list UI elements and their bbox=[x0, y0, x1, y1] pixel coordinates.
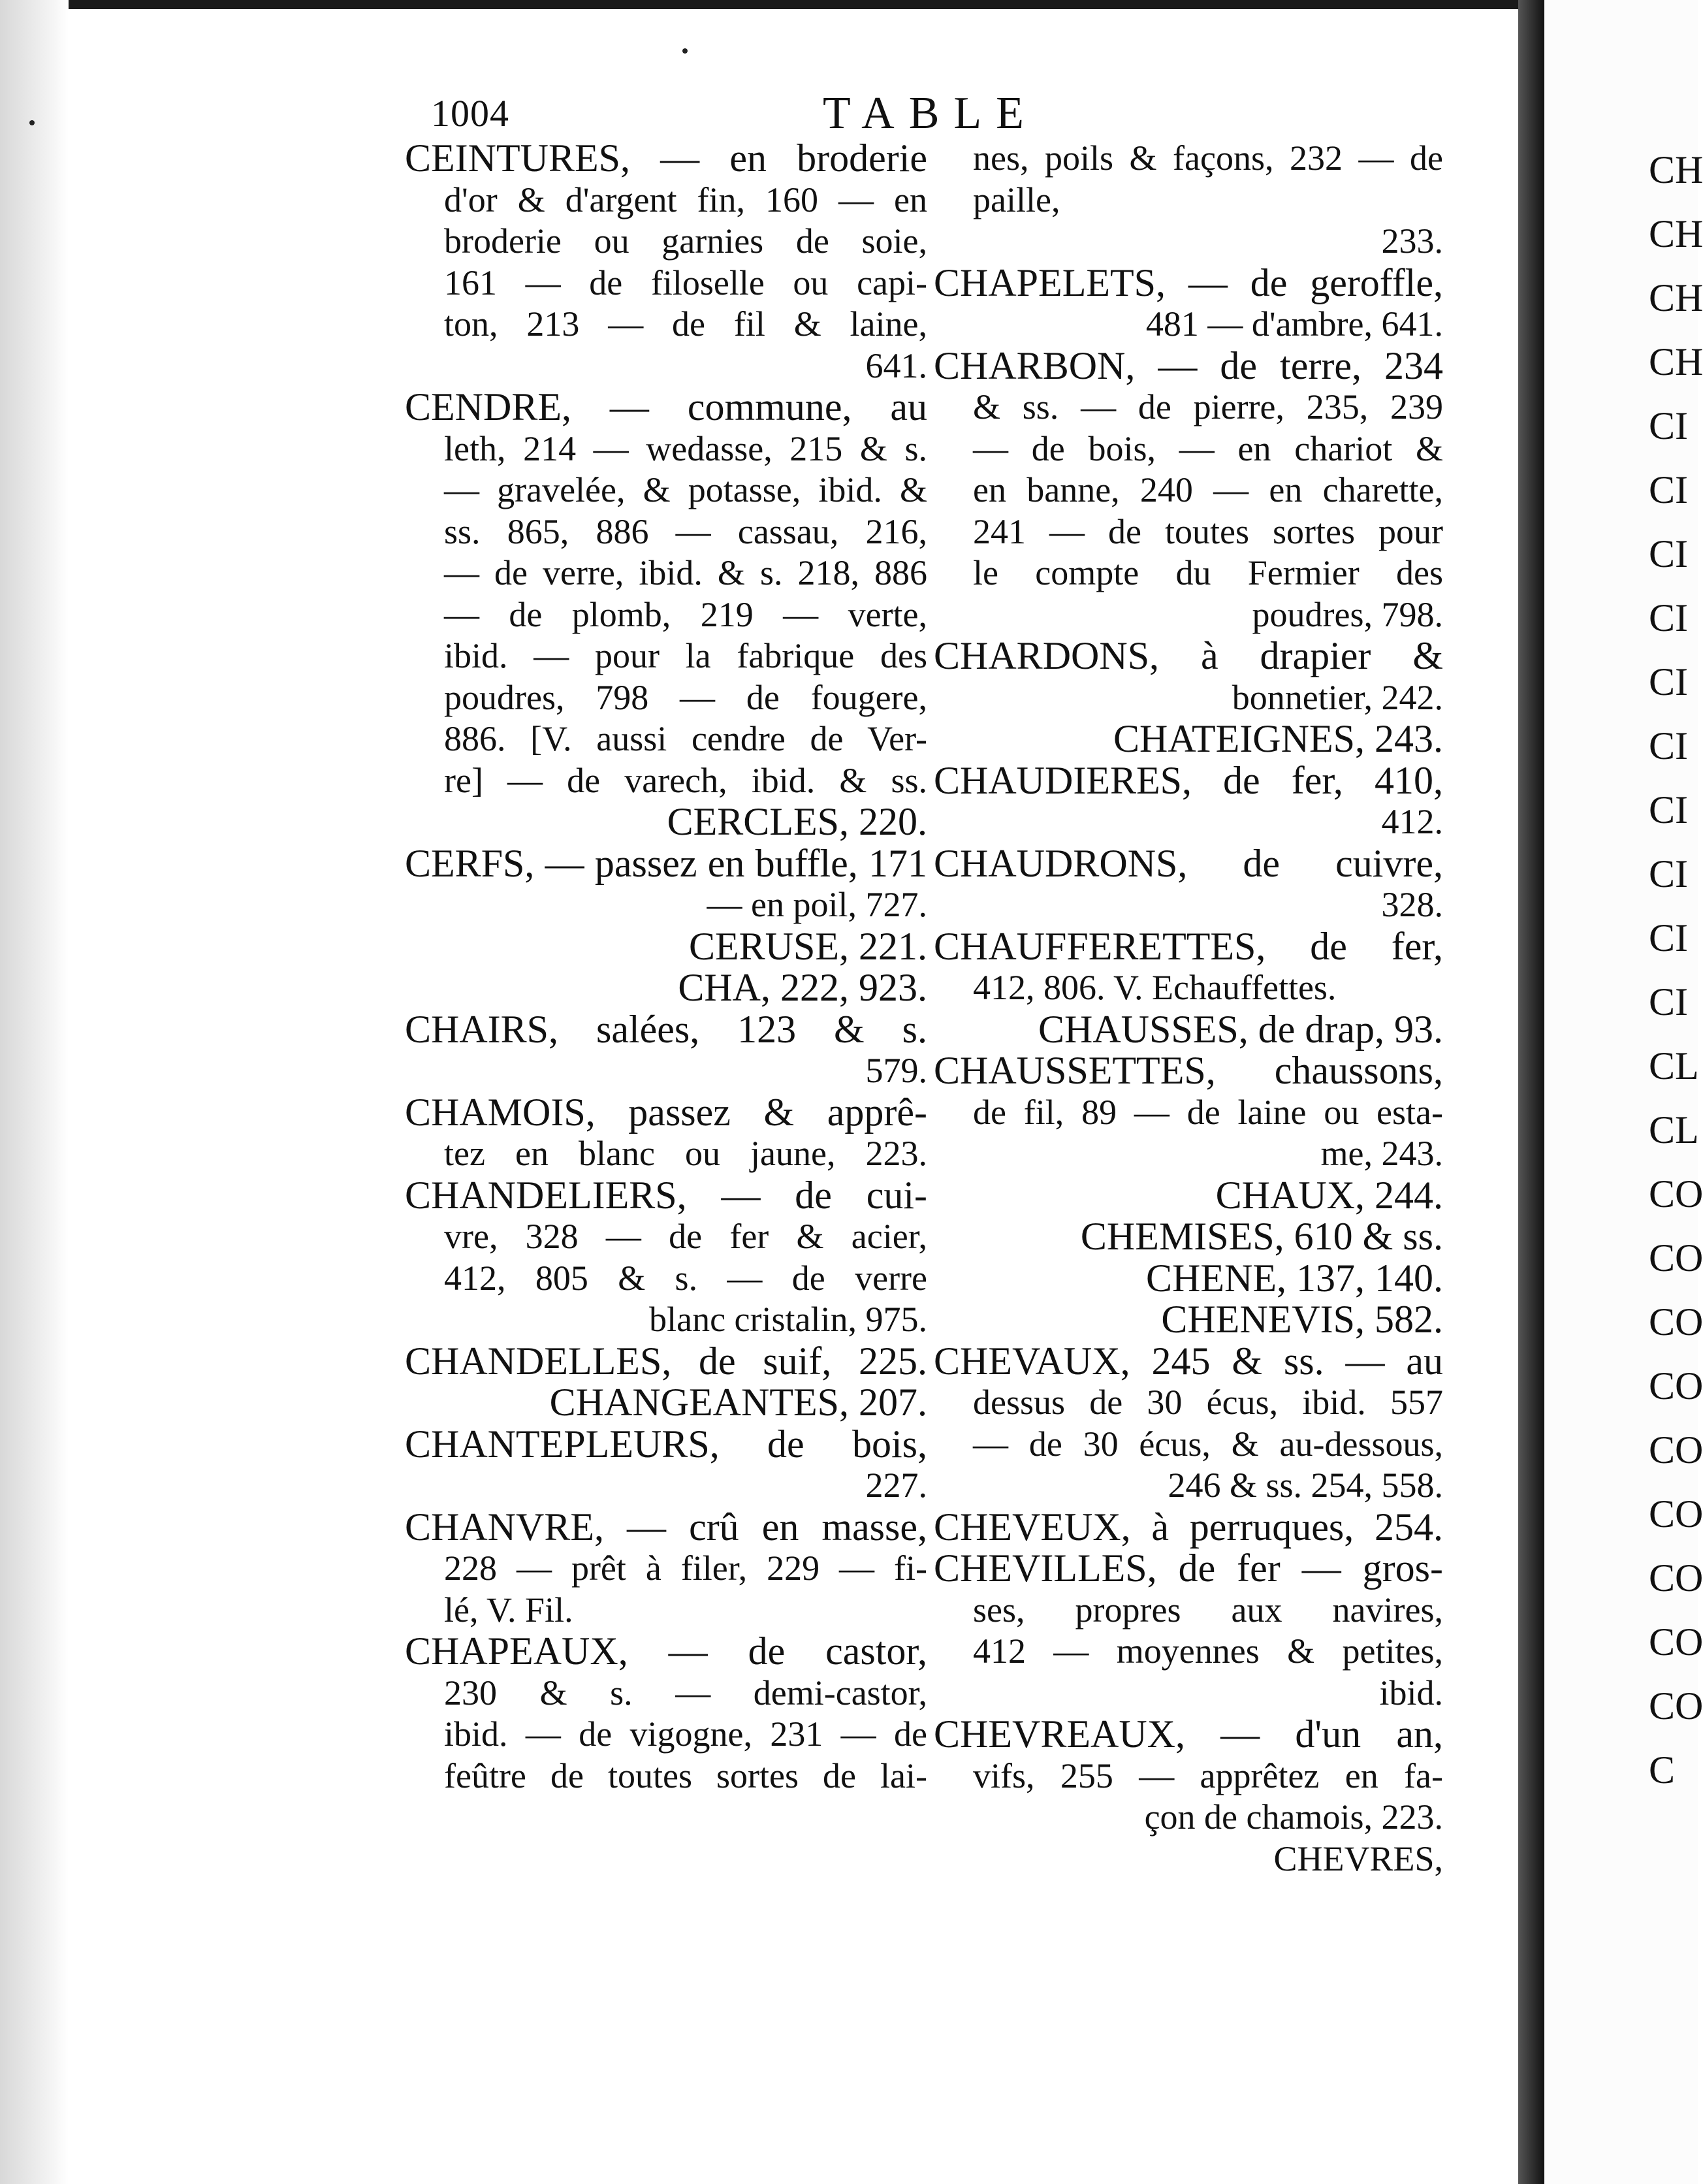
index-entry-line: 412. bbox=[1381, 802, 1443, 841]
index-heading-line: CHEVAUX, 245 & ss. — au bbox=[934, 1339, 1443, 1383]
page-number: 1004 bbox=[431, 92, 509, 135]
index-heading-line: CHAUSSES, de drap, 93. bbox=[1038, 1007, 1443, 1051]
adjacent-page-fragment: CO bbox=[1649, 1556, 1703, 1599]
index-entry-line: & ss. — de pierre, 235, 239 bbox=[973, 387, 1443, 426]
index-heading-line: CHANDELLES, de suif, 225. bbox=[405, 1339, 927, 1383]
adjacent-page-fragment: CI bbox=[1649, 980, 1688, 1023]
adjacent-page-fragment: CI bbox=[1649, 724, 1688, 767]
running-title: TABLE bbox=[823, 88, 1038, 138]
index-entry-line: vifs, 255 — apprêtez en fa- bbox=[973, 1756, 1443, 1795]
adjacent-page-fragment: CH bbox=[1649, 340, 1703, 383]
index-heading-line: CHANTEPLEURS, de bois, bbox=[405, 1422, 927, 1466]
index-entry-line: 412 — moyennes & petites, bbox=[973, 1631, 1443, 1671]
index-heading-line: CHEMISES, 610 & ss. bbox=[1080, 1215, 1443, 1258]
index-entry-line: 412, 805 & s. — de verre bbox=[444, 1258, 927, 1298]
index-heading-line: CHAUDIERES, de fer, 410, bbox=[934, 758, 1443, 802]
index-entry-line: 233. bbox=[1381, 221, 1443, 261]
index-heading-line: CHAUDRONS, de cuivre, bbox=[934, 841, 1443, 885]
adjacent-page-fragment: CO bbox=[1649, 1684, 1703, 1727]
index-entry-line: — en poil, 727. bbox=[707, 885, 927, 924]
index-entry-line: vre, 328 — de fer & acier, bbox=[444, 1217, 927, 1256]
index-heading-line: CHAUFFERETTES, de fer, bbox=[934, 924, 1443, 968]
index-entry-line: ibid. bbox=[1379, 1673, 1443, 1712]
index-entry-line: leth, 214 — wedasse, 215 & s. bbox=[444, 428, 927, 468]
index-entry-line: 579. bbox=[865, 1051, 927, 1090]
adjacent-page-fragment: CI bbox=[1649, 916, 1688, 959]
index-entry-line: ibid. — pour la fabrique des bbox=[444, 636, 927, 675]
index-heading-line: CHEVILLES, de fer — gros- bbox=[934, 1547, 1443, 1590]
index-entry-line: dessus de 30 écus, ibid. 557 bbox=[973, 1383, 1443, 1422]
index-entry-line: poudres, 798 — de fougere, bbox=[444, 677, 927, 717]
adjacent-page-fragment: CL bbox=[1649, 1044, 1699, 1087]
index-entry-line: ss. 865, 886 — cassau, 216, bbox=[444, 511, 927, 551]
index-entry-line: nes, poils & façons, 232 — de bbox=[973, 138, 1443, 178]
index-entry-line: ibid. — de vigogne, 231 — de bbox=[444, 1714, 927, 1754]
index-entry-line: re] — de varech, ibid. & ss. bbox=[444, 760, 927, 800]
index-heading-line: CHAPEAUX, — de castor, bbox=[405, 1630, 927, 1673]
index-entry-line: — de bois, — en chariot & bbox=[973, 428, 1443, 468]
index-entry-line: d'or & d'argent fin, 160 — en bbox=[444, 180, 927, 219]
book-gutter bbox=[1518, 0, 1544, 2184]
ink-speck bbox=[682, 48, 688, 54]
index-heading-line: CERUSE, 221. bbox=[688, 924, 927, 968]
index-entry-line: 641. bbox=[865, 345, 927, 385]
index-heading-line: CERCLES, 220. bbox=[667, 800, 927, 843]
adjacent-page-fragment: CI bbox=[1649, 596, 1688, 639]
index-heading-line: CHAUSSETTES, chaussons, bbox=[934, 1049, 1443, 1092]
index-entry-line: 161 — de filoselle ou capi- bbox=[444, 263, 927, 302]
adjacent-page-fragment: CI bbox=[1649, 660, 1688, 703]
index-heading-line: CHANVRE, — crû en masse, bbox=[405, 1505, 927, 1549]
index-entry-line: çon de chamois, 223. bbox=[1144, 1797, 1443, 1837]
adjacent-page-fragment: CL bbox=[1649, 1108, 1699, 1151]
index-heading-line: CHATEIGNES, 243. bbox=[1113, 717, 1443, 760]
index-heading-line: CHAMOIS, passez & apprê- bbox=[405, 1090, 927, 1134]
index-heading-line: CHANGEANTES, 207. bbox=[549, 1381, 927, 1424]
index-entry-line: feûtre de toutes sortes de lai- bbox=[444, 1756, 927, 1795]
index-heading-line: CHANDELIERS, — de cui- bbox=[405, 1173, 927, 1217]
page-header bbox=[431, 88, 1345, 144]
adjacent-page-fragment: CO bbox=[1649, 1620, 1703, 1663]
scan-top-edge bbox=[0, 0, 1698, 9]
adjacent-page-fragment: CI bbox=[1649, 404, 1688, 447]
index-entry-line: 481 — d'ambre, 641. bbox=[1145, 304, 1443, 344]
adjacent-page-fragment: CH bbox=[1649, 276, 1703, 319]
adjacent-page-fragment: CO bbox=[1649, 1300, 1703, 1343]
adjacent-page-fragment: CO bbox=[1649, 1428, 1703, 1471]
index-entry-line: 886. [V. aussi cendre de Ver- bbox=[444, 719, 927, 758]
index-entry-line: broderie ou garnies de soie, bbox=[444, 221, 927, 261]
index-heading-line: CHEVREAUX, — d'un an, bbox=[934, 1712, 1443, 1756]
index-entry-line: ses, propres aux navires, bbox=[973, 1590, 1443, 1630]
index-entry-line: — de plomb, 219 — verte, bbox=[444, 594, 927, 634]
index-heading-line: CHENE, 137, 140. bbox=[1146, 1256, 1443, 1300]
index-entry-line: lé, V. Fil. bbox=[444, 1590, 573, 1630]
index-heading-line: CHARDONS, à drapier & bbox=[934, 634, 1443, 677]
index-entry-line: 230 & s. — demi-castor, bbox=[444, 1673, 927, 1712]
adjacent-page-fragment: CO bbox=[1649, 1364, 1703, 1407]
adjacent-page-fragment: C bbox=[1649, 1748, 1676, 1791]
index-heading-line: CEINTURES, — en broderie bbox=[405, 136, 927, 180]
index-heading-line: CHAUX, 244. bbox=[1215, 1173, 1443, 1217]
index-entry-line: — de 30 écus, & au-dessous, bbox=[973, 1424, 1443, 1464]
adjacent-page-fragment: CH bbox=[1649, 212, 1703, 255]
index-entry-line: blanc cristalin, 975. bbox=[649, 1300, 927, 1339]
index-heading-line: CHENEVIS, 582. bbox=[1161, 1298, 1443, 1341]
index-entry-line: 227. bbox=[865, 1466, 927, 1505]
index-entry-line: 228 — prêt à filer, 229 — fi- bbox=[444, 1549, 927, 1588]
index-entry-line: le compte du Fermier des bbox=[973, 553, 1443, 592]
index-entry-line: ton, 213 — de fil & laine, bbox=[444, 304, 927, 344]
index-heading-line: CHAIRS, salées, 123 & s. bbox=[405, 1007, 927, 1051]
index-entry-line: bonnetier, 242. bbox=[1232, 677, 1443, 717]
adjacent-page-fragment: CO bbox=[1649, 1492, 1703, 1535]
index-entry-line: 328. bbox=[1381, 885, 1443, 924]
adjacent-page-fragment: CI bbox=[1649, 852, 1688, 895]
index-heading-line: CHA, 222, 923. bbox=[678, 966, 927, 1009]
index-heading-line: CHEVEUX, à perruques, 254. bbox=[934, 1505, 1443, 1549]
index-heading-line: CHARBON, — de terre, 234 bbox=[934, 344, 1443, 387]
scan-left-edge bbox=[0, 0, 69, 2184]
index-column-left bbox=[405, 137, 927, 1848]
index-entry-line: paille, bbox=[973, 180, 1060, 219]
ink-speck bbox=[29, 120, 35, 125]
index-entry-line: 412, 806. V. Echauffettes. bbox=[973, 968, 1337, 1007]
adjacent-page-edge bbox=[1544, 0, 1703, 2184]
index-entry-line: tez en blanc ou jaune, 223. bbox=[444, 1134, 927, 1173]
index-column-right bbox=[934, 137, 1443, 1878]
index-entry-line: 241 — de toutes sortes pour bbox=[973, 511, 1443, 551]
adjacent-page-fragment: CI bbox=[1649, 788, 1688, 831]
adjacent-page-fragment: CO bbox=[1649, 1172, 1703, 1215]
index-entry-line: de fil, 89 — de laine ou esta- bbox=[973, 1092, 1443, 1132]
adjacent-page-fragment: CO bbox=[1649, 1236, 1703, 1279]
index-entry-line: poudres, 798. bbox=[1252, 594, 1443, 634]
index-heading-line: CHAPELETS, — de geroffle, bbox=[934, 261, 1443, 304]
adjacent-page-fragment: CI bbox=[1649, 532, 1688, 575]
index-entry-line: — gravelée, & potasse, ibid. & bbox=[444, 470, 927, 509]
index-entry-line: en banne, 240 — en charette, bbox=[973, 470, 1443, 509]
adjacent-page-fragment: CH bbox=[1649, 148, 1703, 191]
index-heading-line: CERFS, — passez en buffle, 171 bbox=[405, 841, 927, 885]
index-entry-line: 246 & ss. 254, 558. bbox=[1168, 1466, 1443, 1505]
adjacent-page-fragment: CI bbox=[1649, 468, 1688, 511]
index-entry-line: me, 243. bbox=[1320, 1134, 1443, 1173]
index-entry-line: CHEVRES, bbox=[1273, 1839, 1443, 1878]
index-entry-line: — de verre, ibid. & s. 218, 886 bbox=[444, 553, 927, 592]
index-heading-line: CENDRE, — commune, au bbox=[405, 385, 927, 428]
